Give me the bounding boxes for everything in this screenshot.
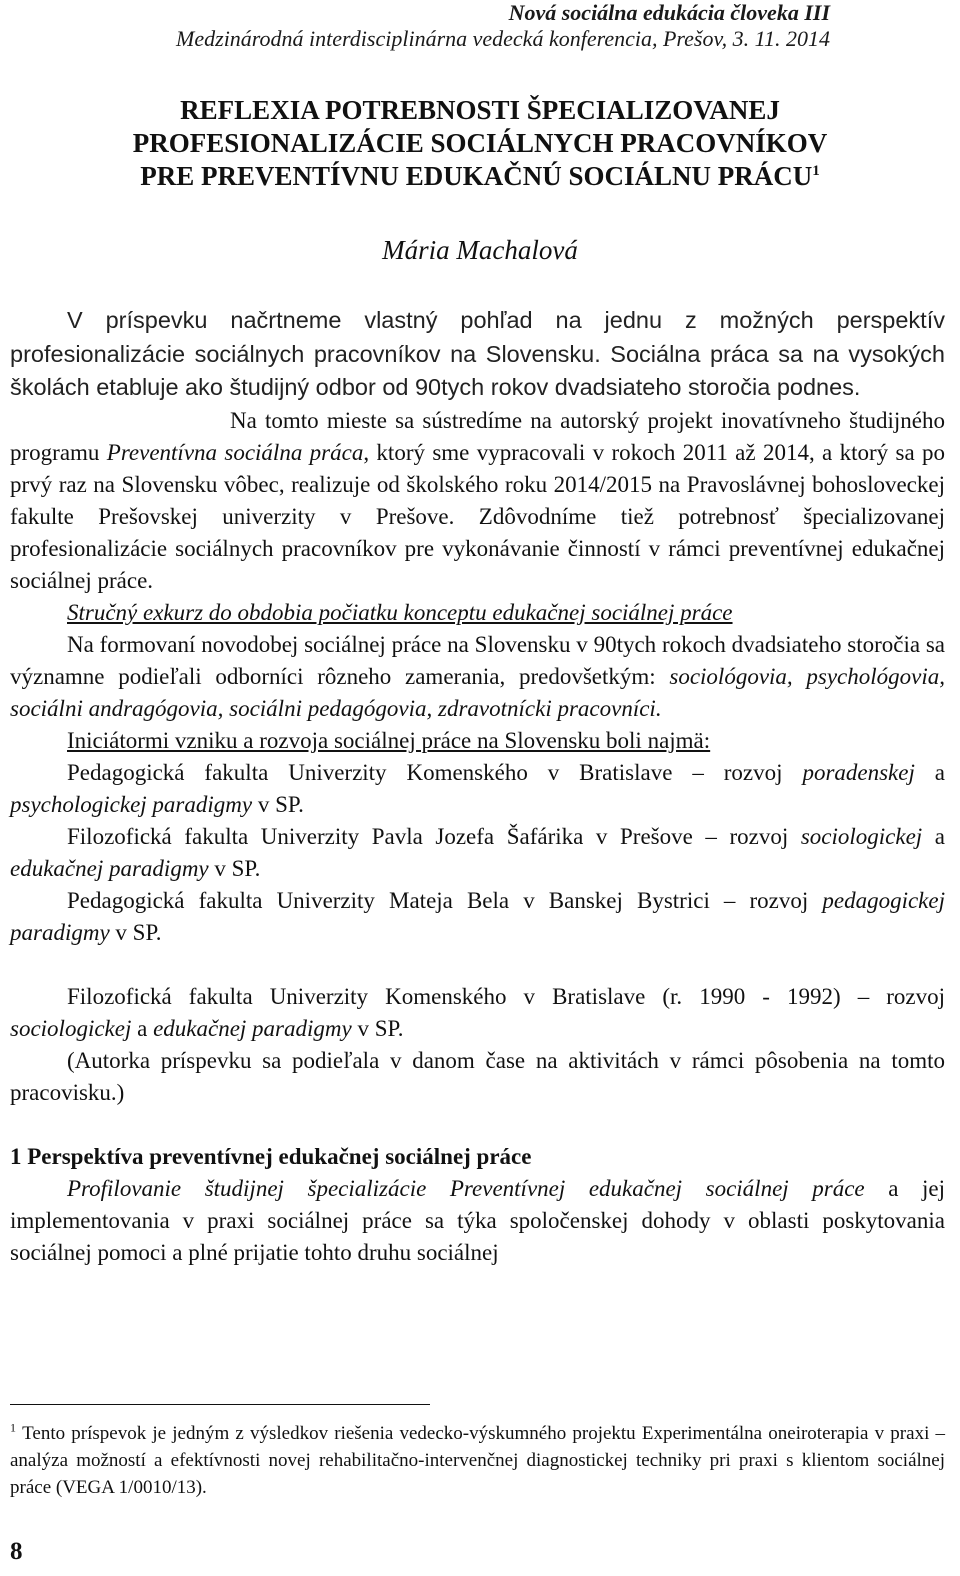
title-footnote-mark: 1 — [812, 163, 820, 179]
p5-c: v SP. — [109, 920, 162, 945]
p2-professions: sociológovia, psychológovia, sociálni andragógovia, sociálni pedagógovia, zdravotnícki pracovníci. — [10, 664, 945, 721]
paragraph-pdf-uk — [10, 757, 945, 821]
p6-d: edukačnej paradigmy — [153, 1016, 352, 1041]
footnote-rule — [10, 1404, 430, 1405]
title-line-3-text: PRE PREVENTÍVNU EDUKAČNÚ SOCIÁLNU PRÁCU — [140, 161, 813, 191]
abstract-text: V príspevku načrtneme vlastný pohľad na jednu z možných perspektív profesionalizácie sociálnych pracovníkov na Slovensku. Sociálna práca sa na vysokých školách etabluje ako študijný odbor od 90tych rokov dvadsiateho storočia podnes. — [10, 307, 945, 400]
title-line-2: PROFESIONALIZÁCIE SOCIÁLNYCH PRACOVNÍKOV — [132, 128, 828, 158]
p3-c: a — [914, 760, 945, 785]
p1-program-name: Preventívna sociálna práca — [106, 440, 364, 465]
p6-a: Filozofická fakulta Univerzity Komenského v Bratislave (r. 1990 - 1992) – rozvoj — [67, 984, 945, 1009]
paragraph-formovanie — [10, 629, 945, 725]
paragraph-pdf-umb — [10, 885, 945, 949]
p5-b: pedagogickej paradigmy — [10, 888, 945, 945]
p3-a: Pedagogická fakulta Univerzity Komenského v Bratislave – rozvoj — [67, 760, 803, 785]
footnote — [10, 1420, 945, 1501]
spacer — [10, 949, 945, 981]
p4-a: Filozofická fakulta Univerzity Pavla Jozefa Šafárika v Prešove – rozvoj — [67, 824, 801, 849]
main-body — [10, 405, 945, 1269]
p5-a: Pedagogická fakulta Univerzity Mateja Bela v Banskej Bystrici – rozvoj — [67, 888, 823, 913]
running-header — [176, 0, 830, 52]
paragraph-ff-upjs — [10, 821, 945, 885]
paper-title — [0, 94, 960, 193]
abstract — [10, 304, 945, 405]
p3-e: v SP. — [252, 792, 304, 817]
p1-c: , ktorý sme vypracovali v rokoch 2011 až 2014, a ktorý sa po prvý raz na Slovensku vôbec, realizuje od školského roku 2014/2015 na Pravoslávnej bohosloveckej fakulte Prešovskej univerzity v Prešove. Zdôvodníme tiež potrebnosť špecializovanej profesionalizácie sociálnych pracovníkov pre vykonávanie činností v rámci preventívnej edukačnej sociálnej práce. — [10, 440, 946, 593]
subheading-exkurz-text: Stručný exkurz do obdobia počiatku konceptu edukačnej sociálnej práce — [67, 600, 733, 625]
paragraph-ff-uk — [10, 981, 945, 1045]
author-name: Mária Machalová — [382, 235, 578, 265]
subheading-iniciatori-text: Iniciátormi vzniku a rozvoja sociálnej práce na Slovensku boli najmä: — [67, 728, 711, 753]
p2-a: Na formovaní novodobej sociálnej práce na Slovensku v 90tych rokoch dvadsiateho storočia sa významne podieľali odborníci rôzneho zamerania, predovšetkým: — [10, 632, 945, 689]
subheading-exkurz — [10, 597, 945, 629]
paragraph-intro — [10, 405, 945, 597]
p4-e: v SP. — [208, 856, 261, 881]
title-line-1: REFLEXIA POTREBNOSTI ŠPECIALIZOVANEJ — [180, 95, 780, 125]
footnote-text: Tento príspevok je jedným z výsledkov riešenia vedecko-výskumného projektu Experimentálna oneiroterapia v praxi – analýza možností a efektívnosti novej rehabilitačno-intervenčnej diagnostickej techniky pri praxi s klientom sociálnej práce (VEGA 1/0010/13). — [10, 1423, 945, 1498]
p6-b: sociologickej — [10, 1016, 132, 1041]
p6-c: a — [131, 1016, 154, 1041]
paragraph-autorka: (Autorka príspevku sa podieľala v danom čase na aktivitách v rámci pôsobenia na tomto pracovisku.) — [10, 1048, 945, 1105]
p3-d: psychologickej paradigmy — [10, 792, 253, 817]
subheading-iniciatori — [10, 725, 945, 757]
p3-b: poradenskej — [802, 760, 915, 785]
footnote-text-block — [10, 1420, 945, 1501]
header-series: Nová sociálna edukácia človeka III — [508, 0, 830, 25]
p4-c: a — [922, 824, 945, 849]
footnote-mark: 1 — [10, 1420, 16, 1435]
p4-d: edukačnej paradigmy — [10, 856, 209, 881]
section-heading: 1 Perspektíva preventívnej edukačnej sociálnej práce — [10, 1144, 532, 1169]
p8-b: a jej implementovania v praxi sociálnej práce sa týka spoločenskej dohody v oblasti poskytovania sociálnej pomoci a plné prijatie tohto druhu sociálnej — [10, 1176, 945, 1265]
p1-a: Na tomto mieste sa sústredíme na autorský projekt inovatívneho študijného programu — [10, 408, 945, 465]
p6-e: v SP. — [351, 1016, 404, 1041]
p4-b: sociologickej — [800, 824, 923, 849]
header-conference: Medzinárodná interdisciplinárna vedecká konferencia, Prešov, 3. 11. 2014 — [176, 26, 830, 51]
title-line-3 — [0, 160, 960, 193]
paragraph-profilovanie — [10, 1173, 945, 1269]
p8-a: Profilovanie študijnej špecializácie Preventívnej edukačnej sociálnej práce — [67, 1176, 865, 1201]
spacer — [10, 1109, 945, 1141]
page-number: 8 — [10, 1538, 23, 1565]
